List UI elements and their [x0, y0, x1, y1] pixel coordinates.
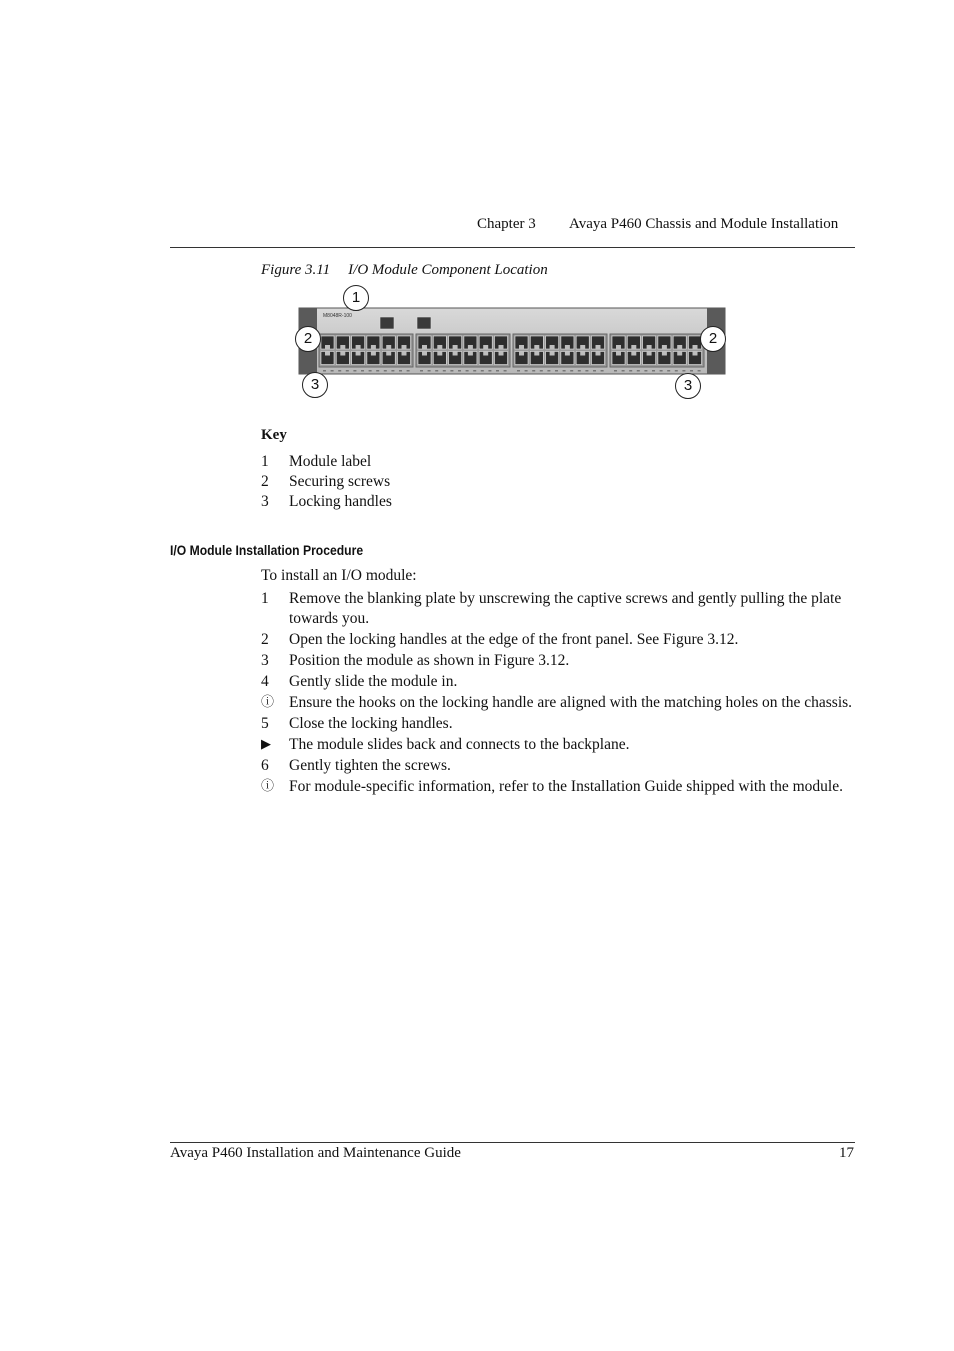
rj45-latch: [483, 352, 488, 356]
step-item: 1 Remove the blanking plate by unscrewing the captive screws and gently pulling the plate towards you.: [261, 590, 842, 627]
port-led: [525, 370, 528, 372]
rj45-latch: [371, 345, 376, 349]
page-number: 17: [839, 1145, 854, 1161]
rj45-latch: [499, 345, 504, 349]
rj45-latch: [596, 345, 601, 349]
rj45-latch: [356, 345, 361, 349]
port-led: [399, 370, 402, 372]
section-heading: I/O Module Installation Procedure: [170, 543, 364, 558]
rj45-latch: [647, 345, 652, 349]
rj45-latch: [565, 352, 570, 356]
port-led: [682, 370, 685, 372]
port-led: [376, 370, 379, 372]
rj45-latch: [550, 352, 555, 356]
port-led: [488, 370, 491, 372]
rj45-latch: [616, 352, 621, 356]
port-led: [637, 370, 640, 372]
info-icon: ⓘ: [261, 779, 275, 795]
port-led: [660, 370, 663, 372]
port-led: [458, 370, 461, 372]
rj45-latch: [662, 345, 667, 349]
port-led: [466, 370, 469, 372]
rj45-latch: [483, 345, 488, 349]
rj45-latch: [386, 352, 391, 356]
rj45-latch: [468, 352, 473, 356]
rj45-latch: [453, 352, 458, 356]
callout-2-right: 2: [700, 326, 726, 352]
rj45-latch: [437, 345, 442, 349]
callout-3-right: 3: [675, 373, 701, 399]
rj45-latch: [453, 345, 458, 349]
port-led: [443, 370, 446, 372]
port-led: [675, 370, 678, 372]
port-led: [563, 370, 566, 372]
rj45-latch: [631, 345, 636, 349]
port-led: [338, 370, 341, 372]
header-rule: [170, 247, 855, 248]
port-led: [473, 370, 476, 372]
rj45-latch: [616, 345, 621, 349]
rj45-latch: [402, 352, 407, 356]
port-led: [601, 370, 604, 372]
module-label: M8048R-100: [323, 313, 352, 319]
note-item: ⓘ Ensure the hooks on the locking handle are aligned with the matching holes on the chassis.: [261, 693, 853, 711]
rj45-latch: [402, 345, 407, 349]
figure-caption-text: I/O Module Component Location: [348, 262, 548, 278]
rj45-latch: [677, 352, 682, 356]
callout-2-left: 2: [295, 326, 321, 352]
key-item: 2 Securing screws: [261, 472, 391, 490]
step-item: 2 Open the locking handles at the edge of the front panel. See Figure 3.12.: [261, 630, 739, 648]
port-led: [420, 370, 423, 372]
rj45-latch: [677, 345, 682, 349]
rj45-latch: [580, 352, 585, 356]
port-led: [593, 370, 596, 372]
rj45-latch: [550, 345, 555, 349]
port-led: [532, 370, 535, 372]
port-led: [331, 370, 334, 372]
port-led: [698, 370, 701, 372]
key-title: Key: [261, 427, 287, 443]
rj45-latch: [693, 345, 698, 349]
key-item: 1 Module label: [261, 453, 372, 470]
port-led: [644, 370, 647, 372]
rj45-latch: [422, 352, 427, 356]
port-led: [622, 370, 625, 372]
port-led: [555, 370, 558, 372]
port-led: [323, 370, 326, 372]
callout-3-left: 3: [302, 372, 328, 398]
port-led: [667, 370, 670, 372]
port-led: [361, 370, 364, 372]
step-item: 6 Gently tighten the screws.: [261, 757, 451, 775]
figure-caption: [261, 260, 548, 280]
procedure-intro: To install an I/O module:: [261, 567, 417, 584]
port-led: [391, 370, 394, 372]
procedure-steps: [261, 589, 855, 797]
header-chapter: Chapter 3: [477, 216, 536, 232]
io-module-figure: [290, 280, 740, 405]
rj45-latch: [325, 352, 330, 356]
header-title: Avaya P460 Chassis and Module Installation: [569, 216, 839, 232]
rj45-latch: [534, 352, 539, 356]
port-led: [652, 370, 655, 372]
port-led: [578, 370, 581, 372]
port-led: [353, 370, 356, 372]
port-led: [629, 370, 632, 372]
rj45-latch: [356, 352, 361, 356]
rj45-latch: [519, 345, 524, 349]
footer-guide-title: Avaya P460 Installation and Maintenance Guide: [170, 1145, 461, 1161]
port-led: [346, 370, 349, 372]
rj45-latch: [340, 345, 345, 349]
port-led: [540, 370, 543, 372]
port-led: [450, 370, 453, 372]
rj45-latch: [437, 352, 442, 356]
port-led: [496, 370, 499, 372]
result-item: ▶ The module slides back and connects to the backplane.: [261, 736, 630, 754]
rj45-latch: [596, 352, 601, 356]
arrow-right-icon: ▶: [261, 737, 271, 753]
rj45-latch: [468, 345, 473, 349]
rj45-latch: [519, 352, 524, 356]
port-led: [690, 370, 693, 372]
port-led: [481, 370, 484, 372]
port-led: [570, 370, 573, 372]
port-led: [614, 370, 617, 372]
sfp-cage: [380, 317, 394, 329]
rj45-latch: [631, 352, 636, 356]
rj45-latch: [580, 345, 585, 349]
callout-1: 1: [343, 285, 369, 311]
port-led: [517, 370, 520, 372]
rj45-latch: [534, 345, 539, 349]
rj45-latch: [693, 352, 698, 356]
step-item: 5 Close the locking handles.: [261, 715, 453, 733]
rj45-latch: [371, 352, 376, 356]
figure-number: Figure 3.11: [261, 262, 331, 278]
key-list: [261, 452, 855, 511]
rj45-latch: [499, 352, 504, 356]
rj45-latch: [386, 345, 391, 349]
port-led: [384, 370, 387, 372]
rj45-latch: [422, 345, 427, 349]
rj45-latch: [565, 345, 570, 349]
sfp-cage: [417, 317, 431, 329]
step-item: 3 Position the module as shown in Figure 3.12.: [261, 651, 570, 669]
rj45-latch: [340, 352, 345, 356]
port-led: [428, 370, 431, 372]
rj45-latch: [647, 352, 652, 356]
port-led: [369, 370, 372, 372]
key-item: 3 Locking handles: [261, 492, 392, 510]
note-item: ⓘ For module-specific information, refer to the Installation Guide shipped with the module.: [261, 778, 843, 796]
info-icon: ⓘ: [261, 694, 275, 710]
port-led: [585, 370, 588, 372]
port-led: [407, 370, 410, 372]
port-led: [504, 370, 507, 372]
port-led: [547, 370, 550, 372]
step-item: 4 Gently slide the module in.: [261, 672, 458, 690]
port-led: [435, 370, 438, 372]
rj45-latch: [325, 345, 330, 349]
rj45-latch: [662, 352, 667, 356]
